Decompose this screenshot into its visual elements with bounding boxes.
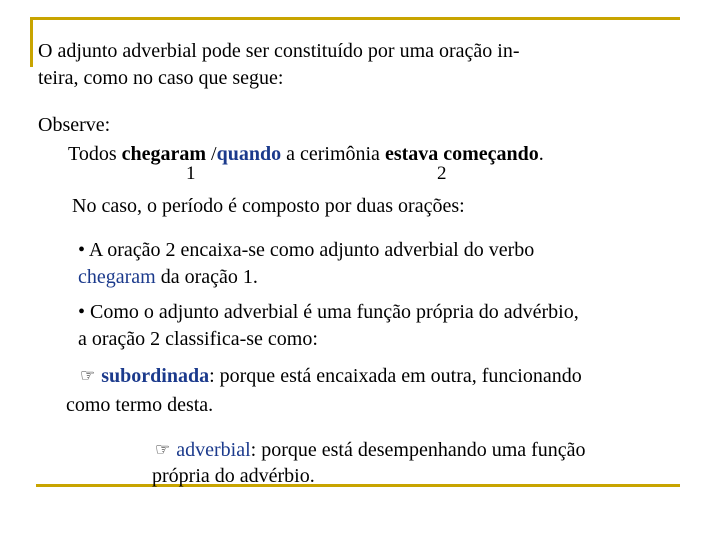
classification-2-rest: : porque está desempenhando uma função bbox=[250, 439, 586, 461]
example-sentence bbox=[68, 142, 544, 166]
classification-1-line-2: como termo desta. bbox=[66, 394, 214, 416]
analysis-text: No caso, o período é composto por duas orações: bbox=[72, 195, 465, 217]
classification-1-rest: : porque está encaixada em outra, funcionando bbox=[209, 365, 582, 387]
example-verb-1: chegaram bbox=[121, 143, 207, 165]
example-part-2: a cerimônia bbox=[281, 143, 385, 165]
pointing-hand-icon: ☞ bbox=[80, 366, 96, 385]
classification-2-term: adverbial bbox=[176, 439, 251, 461]
classification-2-line-2: própria do advérbio. bbox=[152, 465, 315, 487]
bottom-rule bbox=[36, 484, 680, 487]
example-part-1: Todos bbox=[68, 143, 122, 165]
classification-1-line-1 bbox=[80, 364, 582, 389]
left-rule bbox=[30, 17, 33, 67]
bullet-1-verb: chegaram bbox=[78, 266, 156, 288]
intro-line-2: teira, como no caso que segue: bbox=[38, 67, 284, 89]
example-verb-2: estava começando bbox=[384, 143, 539, 165]
clause-number-1: 1 bbox=[186, 163, 196, 184]
observe-label: Observe: bbox=[38, 114, 111, 136]
bullet-2-line-1: • Como o adjunto adverbial é uma função própria do advérbio, bbox=[78, 301, 579, 323]
example-end: . bbox=[538, 143, 544, 165]
intro-line-1: O adjunto adverbial pode ser constituído por uma oração in- bbox=[38, 40, 520, 62]
bullet-1-line-2 bbox=[78, 265, 258, 289]
bullet-1-rest: da oração 1. bbox=[155, 266, 258, 288]
pointing-hand-icon: ☞ bbox=[155, 440, 171, 459]
example-separator: / bbox=[206, 143, 217, 165]
clause-number-2: 2 bbox=[437, 163, 447, 184]
example-conjunction: quando bbox=[216, 143, 282, 165]
bullet-2-line-2: a oração 2 classifica-se como: bbox=[78, 328, 318, 350]
bullet-1-line-1: • A oração 2 encaixa-se como adjunto adverbial do verbo bbox=[78, 239, 535, 261]
top-rule bbox=[30, 17, 680, 20]
classification-2-line-1 bbox=[155, 438, 586, 463]
classification-1-term: subordinada bbox=[101, 365, 210, 387]
